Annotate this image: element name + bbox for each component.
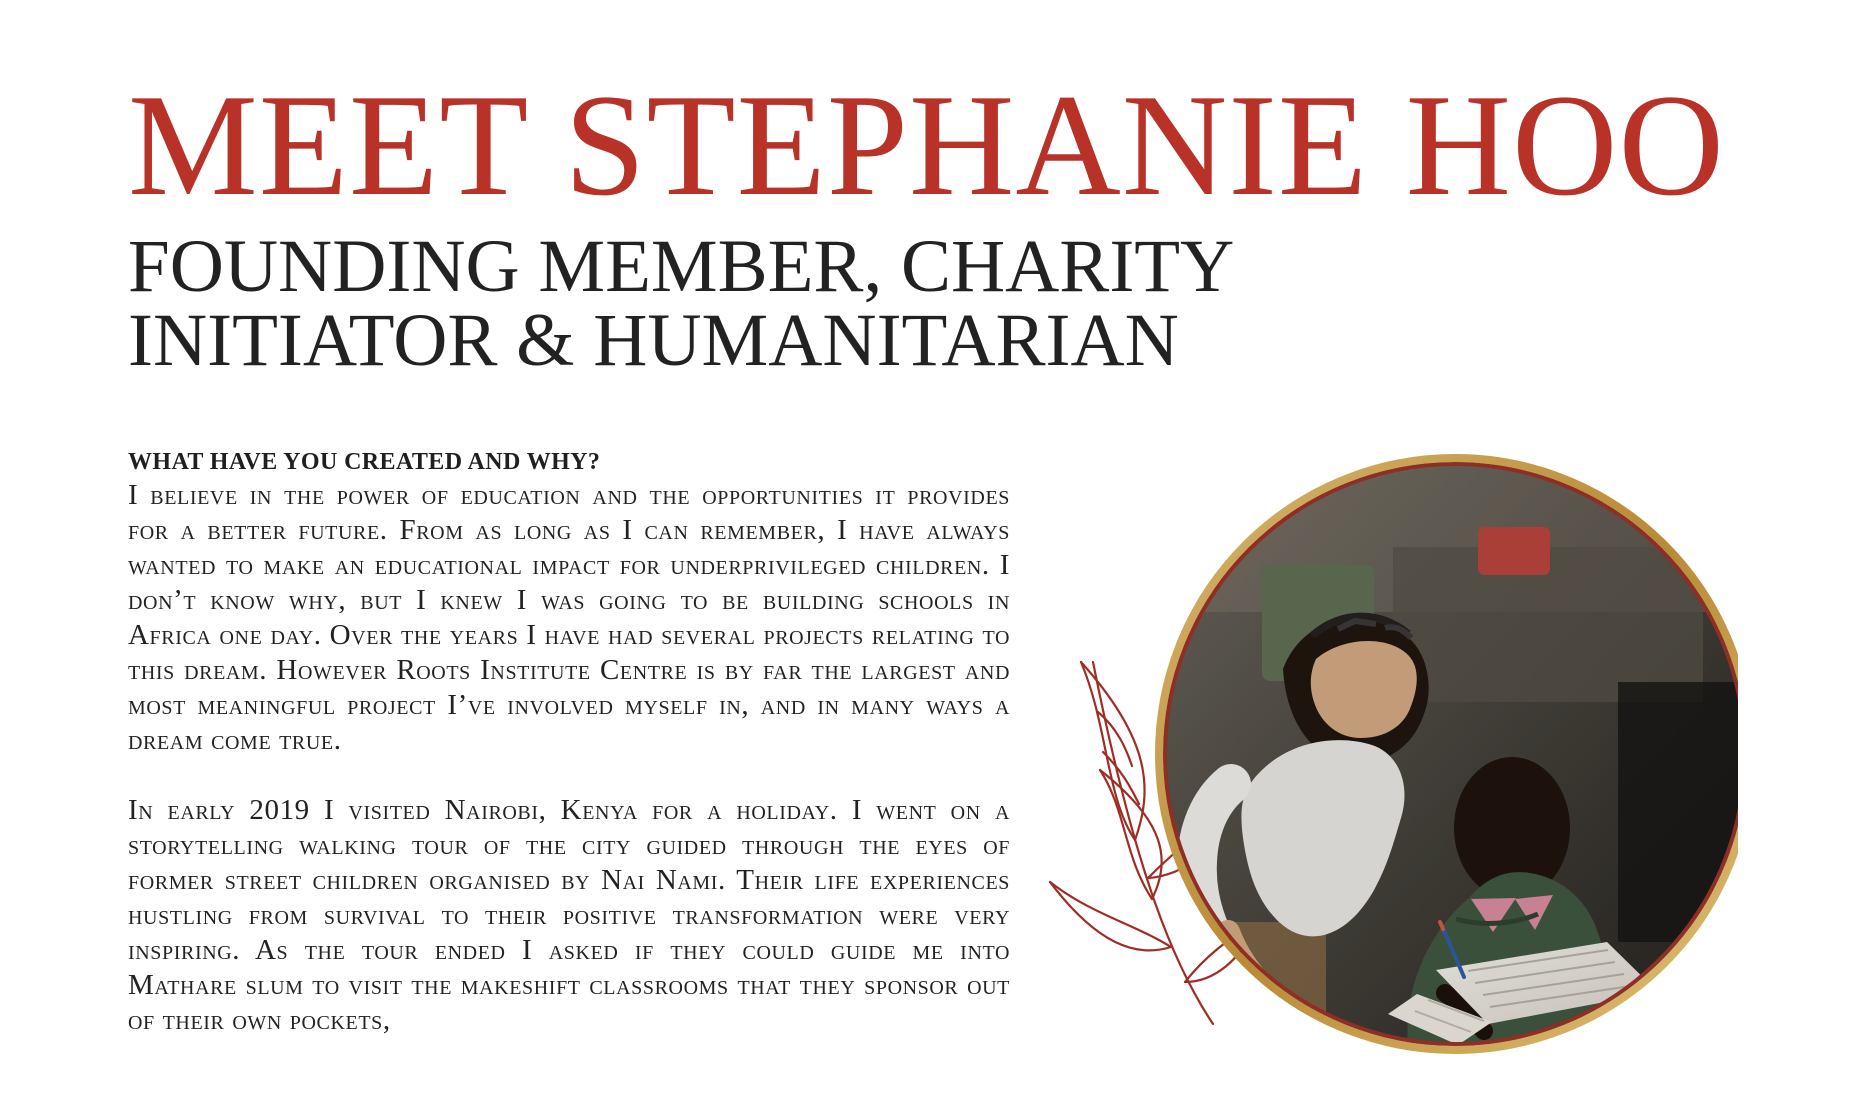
profile-photo-frame [1038,452,1738,1092]
question-heading: WHAT HAVE YOU CREATED AND WHY? [128,449,601,475]
page-title: MEET STEPHANIE HOO [128,64,1725,226]
page-subtitle [128,225,1235,382]
classroom-photo [1038,452,1738,1092]
article-content [128,449,1010,1038]
body-paragraph-1: I believe in the power of education and the opportunities it provides for a better future. From as long as I can remember, I have always wanted to make an educational impact for underprivileged children. I don’t know why, but I knew I was going to be building schools in Africa one day. Over the years I have had several projects relating to this dream. However Roots Institute Centre is by far the largest and most meaningful project I’ve involved myself in, and in many ways a dream come true. [128,479,1010,757]
subtitle-line-1: FOUNDING MEMBER, CHARITY [128,225,1235,308]
subtitle-line-2: INITIATOR & HUMANITARIAN [128,298,1179,382]
body-paragraph-2: In early 2019 I visited Nairobi, Kenya for a holiday. I went on a storytelling walking tour of the city guided through the eyes of former street children organised by Nai Nami. Their life experiences hustling from survival to their positive transformation were very inspiring. As the tour ended I asked if they could guide me into Mathare slum to visit the makeshift classrooms that they sponsor out of their own pockets, [128,794,1010,1037]
